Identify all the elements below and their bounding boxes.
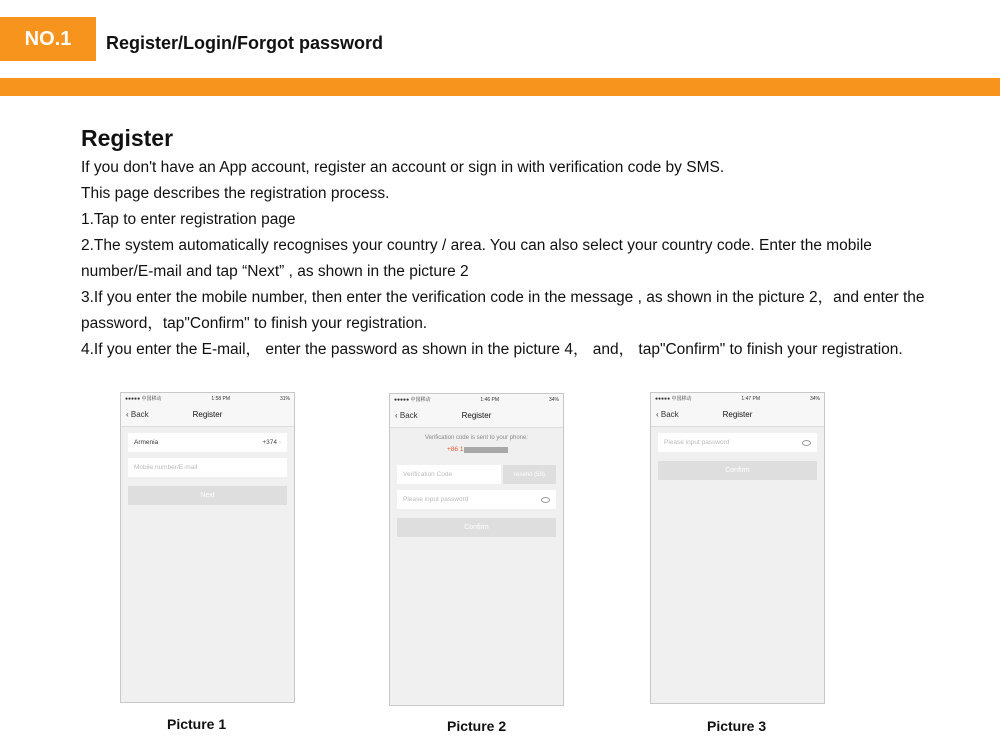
phone-number: +86 1 bbox=[447, 446, 508, 453]
caption-picture-2: Picture 2 bbox=[447, 718, 507, 734]
intro-paragraph: If you don't have an App account, register an account or sign in with verification code by SMS. bbox=[81, 159, 725, 176]
confirm-button[interactable]: Confirm bbox=[397, 518, 556, 537]
phone-screenshot-2 bbox=[389, 393, 564, 706]
masked-number bbox=[464, 447, 508, 453]
resend-button[interactable]: resend (59) bbox=[503, 465, 556, 484]
back-button[interactable]: ‹ Back bbox=[395, 411, 418, 420]
intro-paragraph: This page describes the registration process. bbox=[81, 185, 390, 202]
caption-picture-3: Picture 3 bbox=[707, 718, 767, 734]
next-button[interactable]: Next bbox=[128, 486, 287, 505]
nav-title: Register bbox=[722, 410, 753, 419]
instructions-text bbox=[81, 155, 941, 363]
header-divider-bar bbox=[0, 78, 1000, 96]
status-bar: ●●●●● 中国移动 1:58 PM 31% bbox=[121, 393, 294, 404]
phone-screenshot-3 bbox=[650, 392, 825, 704]
password-input[interactable]: Please input password bbox=[658, 433, 817, 452]
step-3: 3.If you enter the mobile number, then enter the verification code in the message , as shown in the picture 2，and enter the password，tap"Confirm" to finish your registration. bbox=[81, 289, 925, 332]
eye-icon[interactable] bbox=[802, 440, 811, 446]
section-badge: NO.1 bbox=[0, 17, 96, 61]
eye-icon[interactable] bbox=[541, 497, 550, 503]
confirm-button[interactable]: Confirm bbox=[658, 461, 817, 480]
status-bar: ●●●●● 中国移动 1:47 PM 34% bbox=[651, 393, 824, 404]
status-bar: ●●●●● 中国移动 1:46 PM 34% bbox=[390, 394, 563, 405]
code-sent-text: Verification code is sent to your phone: bbox=[424, 435, 529, 441]
nav-title: Register bbox=[192, 410, 223, 419]
step-2: 2.The system automatically recognises your country / area. You can also select your country code. Enter the mobile number/E-mail and tap “Next” , as shown in the picture 2 bbox=[81, 237, 872, 280]
nav-title: Register bbox=[461, 411, 492, 420]
nav-bar bbox=[390, 405, 563, 428]
password-input[interactable]: Please input password bbox=[397, 490, 556, 509]
country-selector[interactable]: Armenia +374 › bbox=[128, 433, 287, 452]
back-button[interactable]: ‹ Back bbox=[656, 410, 679, 419]
phone-screenshot-1 bbox=[120, 392, 295, 703]
back-button[interactable]: ‹ Back bbox=[126, 410, 149, 419]
chevron-right-icon: › bbox=[278, 439, 281, 446]
caption-picture-1: Picture 1 bbox=[167, 716, 227, 732]
nav-bar bbox=[121, 404, 294, 427]
section-title: Register bbox=[81, 125, 174, 151]
step-1: 1.Tap to enter registration page bbox=[81, 211, 296, 228]
step-4: 4.If you enter the E-mail， enter the password as shown in the picture 4， and， tap"Confirm" to finish your registration. bbox=[81, 341, 903, 358]
mobile-email-input[interactable]: Mobile number/E-mail bbox=[128, 458, 287, 477]
page-title: Register/Login/Forgot password bbox=[106, 33, 384, 53]
verification-code-input[interactable]: Verification Code bbox=[397, 465, 501, 484]
nav-bar bbox=[651, 404, 824, 427]
